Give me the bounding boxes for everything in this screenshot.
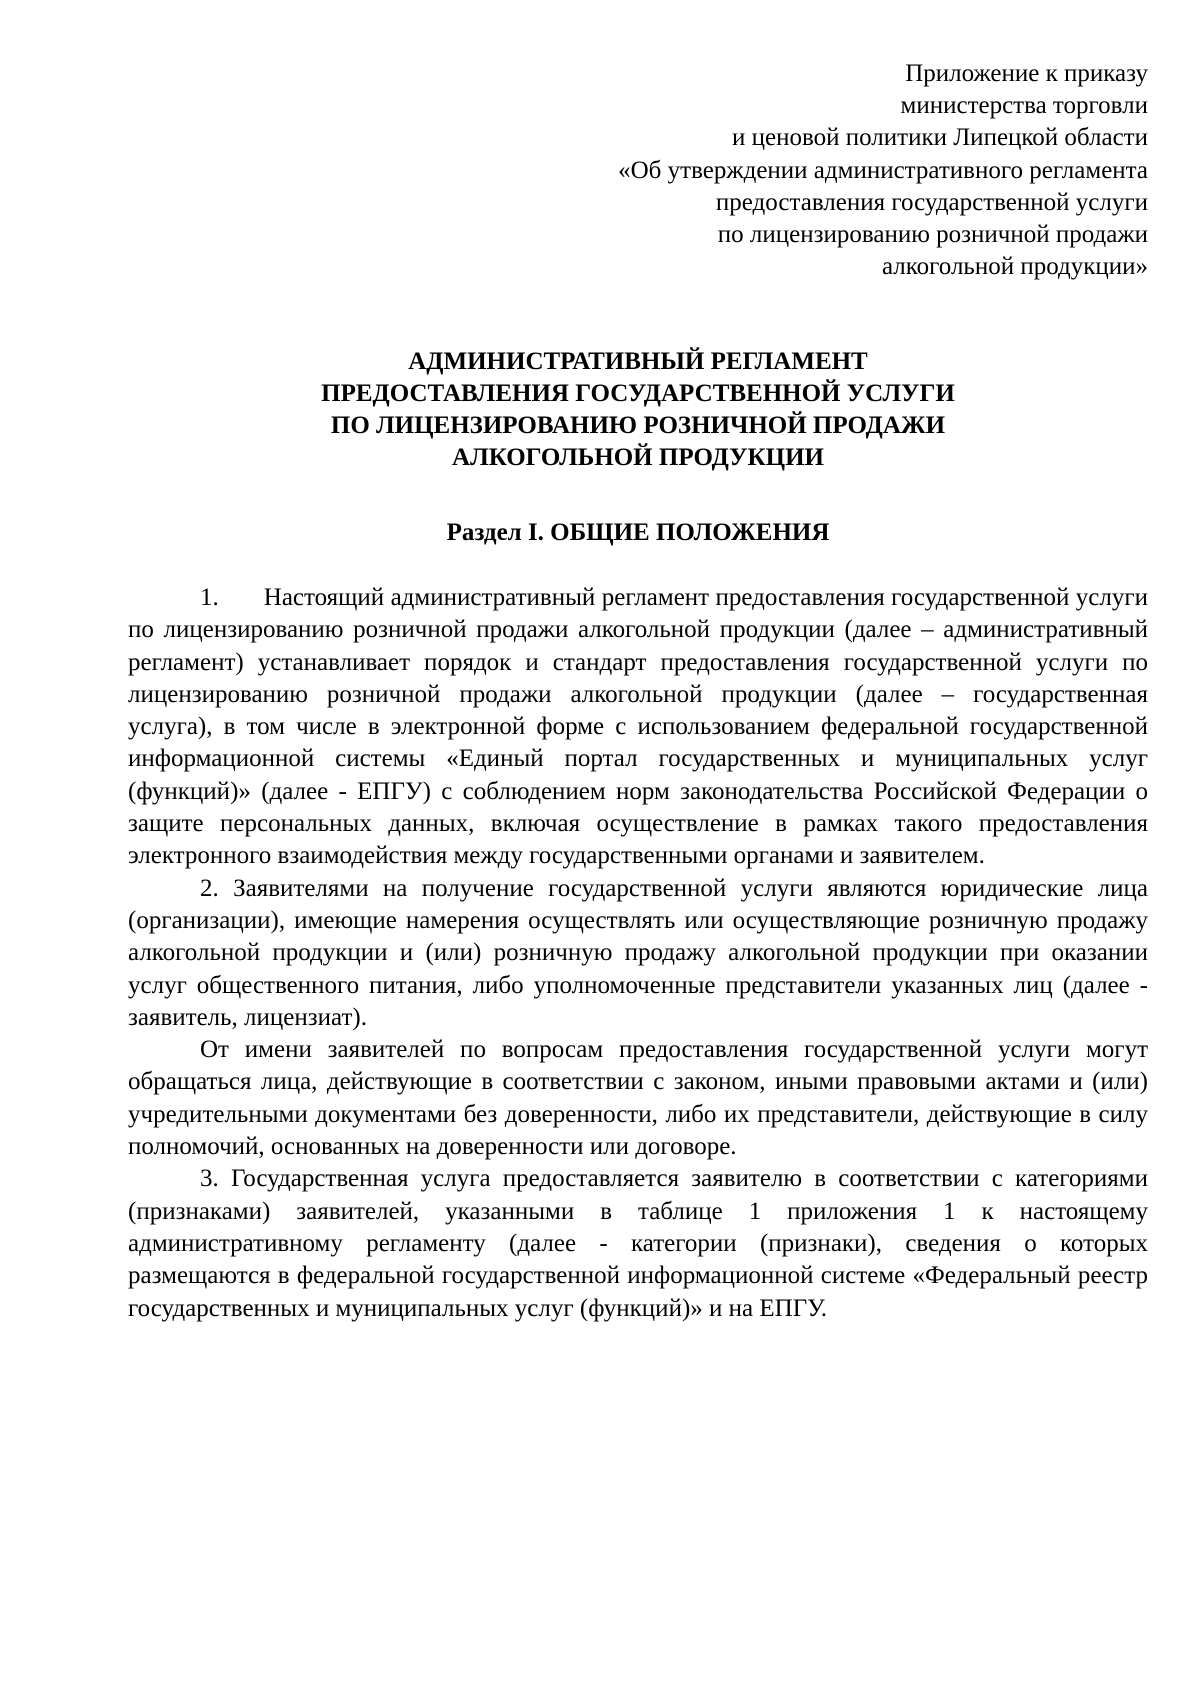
- approval-line: и ценовой политики Липецкой области: [732, 124, 1148, 152]
- document-body: [128, 582, 1148, 1325]
- approval-line: по лицензированию розничной продажи: [717, 221, 1148, 249]
- paragraph: 2. Заявителями на получение государственной услуги являются юридические лица (организации), имеющие намерения осуществлять или осуществляющие розничную продажу алкогольной продукции и (или) розничную продажу алкогольной продукции при оказании услуг общественного питания, либо уполномоченные представители указанных лиц (далее - заявитель, лицензиат).: [128, 874, 1148, 1031]
- title-line: ПО ЛИЦЕНЗИРОВАНИЮ РОЗНИЧНОЙ ПРОДАЖИ: [330, 412, 946, 439]
- paragraph: 3. Государственная услуга предоставляется заявителю в соответствии с категориями (признаками) заявителей, указанными в таблице 1 приложения 1 к настоящему административному регламенту (далее - категории (признаки), сведения о которых размещаются в федеральной государственной информационной системе «Федеральный реестр государственных и муниципальных услуг (функций)» и на ЕПГУ.: [128, 1165, 1148, 1322]
- paragraph: От имени заявителей по вопросам предоставления государственной услуги могут обращаться лица, действующие в соответствии с законом, иными правовыми актами и (или) учредительными документами без доверенности, либо их представители, действующие в силу полномочий, основанных на доверенности или договоре.: [128, 1036, 1148, 1161]
- paragraph: 1. Настоящий административный регламент предоставления государственной услуги по лицензированию розничной продажи алкогольной продукции (далее – административный регламент) устанавливает порядок и стандарт предоставления государственной услуги по лицензированию розничной продажи алкогольной продукции (далее – государственная услуга), в том числе в электронной форме с использованием федеральной государственной информационной системы «Единый портал государственных и муниципальных услуг (функций)» (далее - ЕПГУ) с соблюдением норм законодательства Российской Федерации о защите персональных данных, включая осуществление в рамках такого предоставления электронного взаимодействия между государственными органами и заявителем.: [128, 584, 1148, 870]
- title-line: АЛКОГОЛЬНОЙ ПРОДУКЦИИ: [452, 444, 824, 471]
- title-line: ПРЕДОСТАВЛЕНИЯ ГОСУДАРСТВЕННОЙ УСЛУГИ: [321, 380, 955, 407]
- approval-line: Приложение к приказу: [905, 60, 1148, 87]
- approval-line: министерства торговли: [900, 92, 1148, 120]
- title-line: АДМИНИСТРАТИВНЫЙ РЕГЛАМЕНТ: [408, 348, 868, 375]
- approval-line: предоставления государственной услуги: [715, 188, 1148, 216]
- approval-block: [448, 58, 1148, 283]
- section-heading: Раздел I. ОБЩИЕ ПОЛОЖЕНИЯ: [446, 519, 830, 546]
- approval-line: алкогольной продукции»: [881, 253, 1148, 281]
- document-title: [128, 346, 1148, 474]
- approval-line: «Об утверждении административного регламента: [618, 156, 1148, 184]
